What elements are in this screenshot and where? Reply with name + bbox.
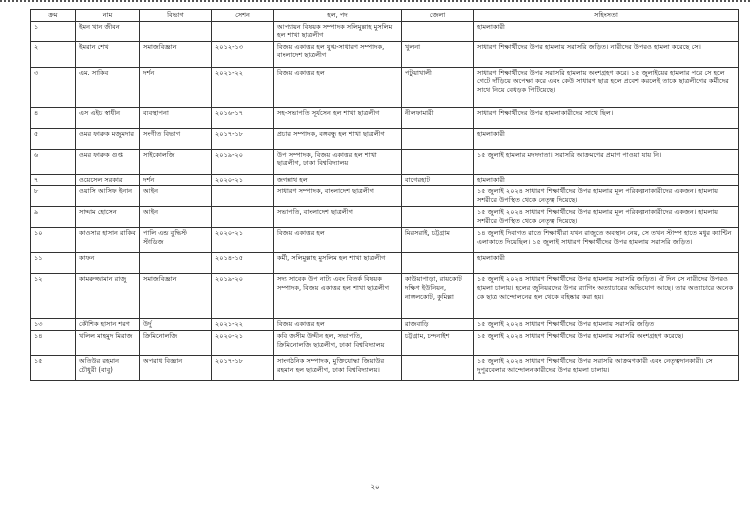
department-cell: আইন bbox=[140, 186, 212, 207]
session-cell: ২০১৯-২০ bbox=[212, 149, 274, 174]
name-cell: কৌশিক হাসান শরণ bbox=[76, 319, 140, 331]
serial-cell: ৩ bbox=[31, 67, 76, 107]
hall-position-cell: সভাপতি, বাংলাদেশ ছাত্রলীগ bbox=[274, 207, 402, 228]
district-cell bbox=[402, 186, 474, 207]
header-serial: ক্রম bbox=[31, 10, 76, 22]
district-cell bbox=[402, 149, 474, 174]
violence-cell: হামলাকারী bbox=[474, 174, 739, 186]
hall-position-cell: কবি জসীম উদ্দীন হল, সভাপতি, ক্রিমিনোলজি ছাত্রলীগ, ঢাকা বিশ্ববিদ্যালয় bbox=[274, 331, 402, 356]
name-cell: খলিল মাহমুদ মিরাজ bbox=[76, 331, 140, 356]
serial-cell: ১২ bbox=[31, 274, 76, 319]
table-row bbox=[31, 149, 739, 174]
violence-cell: হামলাকারী bbox=[474, 128, 739, 149]
department-cell: ব্যবস্থাপনা bbox=[140, 107, 212, 128]
serial-cell: ১৫ bbox=[31, 356, 76, 381]
table-row bbox=[31, 41, 739, 67]
session-cell: ২০২১-২২ bbox=[212, 67, 274, 107]
district-cell bbox=[402, 207, 474, 228]
accused-list-table bbox=[30, 9, 739, 381]
table-header-row bbox=[31, 10, 739, 22]
table-row bbox=[31, 274, 739, 319]
department-cell: সংগীত বিভাগ bbox=[140, 128, 212, 149]
department-cell: দর্শন bbox=[140, 67, 212, 107]
hall-position-cell: উপ সম্পাদক, বিজয় একাত্তর হল শাখা ছাত্রলীগ, ঢাকা বিশ্ববিদ্যালয় bbox=[274, 149, 402, 174]
name-cell: কাওসার হাসান রাকিব bbox=[76, 228, 140, 253]
hall-position-cell: সাধারণ সম্পাদক, বাংলাদেশ ছাত্রলীগ bbox=[274, 186, 402, 207]
hall-position-cell: বিজয় একাত্তর হল bbox=[274, 67, 402, 107]
violence-cell: ১৫ জুলাই ২০২৪ সাধারণ শিক্ষার্থীদের উপর হামলায় সরাসরি অংশগ্রহণ করেছে। bbox=[474, 331, 739, 356]
district-cell: রাজবাড়ি bbox=[402, 319, 474, 331]
header-violence: সহিংসতা bbox=[474, 10, 739, 22]
violence-cell: ১৫ জুলাই ২০২৪ সাধারণ শিক্ষার্থীদের উপর হামলার মূল পরিকল্পনাকারীদের একজন। হামলায় সশরীরে উপস্থিত থেকে নেতৃত্ব দিয়েছে। bbox=[474, 207, 739, 228]
serial-cell: ৮ bbox=[31, 186, 76, 207]
hall-position-cell: বিজয় একাত্তর হল bbox=[274, 319, 402, 331]
name-cell: সাদ্দাম হোসেন bbox=[76, 207, 140, 228]
session-cell: ২০২০-২১ bbox=[212, 331, 274, 356]
top-dotted-rule bbox=[0, 0, 750, 6]
district-cell bbox=[402, 356, 474, 381]
violence-cell: ১৫ জুলাই ২০২৪ সাধারণ শিক্ষার্থীদের উপর হামলার মূল পরিকল্পনাকারীদের একজন। হামলায় সশরীরে উপস্থিত থেকে নেতৃত্ব দিয়েছে। bbox=[474, 186, 739, 207]
serial-cell: ১৪ bbox=[31, 331, 76, 356]
session-cell: ২০১২-১৩ bbox=[212, 41, 274, 67]
table-row bbox=[31, 319, 739, 331]
hall-position-cell: জগন্নাথ হল bbox=[274, 174, 402, 186]
violence-cell: সাধারণ শিক্ষার্থীদের উপর হামলায় সরাসরি জড়িত। নারীদের উপরও হামলা করেছে সে। bbox=[474, 41, 739, 67]
department-cell: আইন bbox=[140, 207, 212, 228]
session-cell: ২০২০-২১ bbox=[212, 174, 274, 186]
session-cell bbox=[212, 207, 274, 228]
violence-cell: সাধারণ শিক্ষার্থীদের উপর সরাসরি হামলায় অংশগ্রহণ করে। ১৫ জুলাইয়ের হামলার পরে সে হলে গেটে দাঁড়িয়ে অপেক্ষা করে এবং কেউ সাধারণ ছাত্র হলে প্রবেশ করলেই তাকে ছাত্রলীগের কর্মীদের সাথে নিয়ে বেধড়ক পিটিয়েছে। bbox=[474, 67, 739, 107]
serial-cell: ২ bbox=[31, 41, 76, 67]
name-cell: ওয়াসি আসিফ ইনান bbox=[76, 186, 140, 207]
name-cell: এম. সাকিব bbox=[76, 67, 140, 107]
serial-cell: ৭ bbox=[31, 174, 76, 186]
department-cell: অপরাধ বিজ্ঞান bbox=[140, 356, 212, 381]
serial-cell: ৪ bbox=[31, 107, 76, 128]
hall-position-cell: বিজয় একাত্তর হল bbox=[274, 228, 402, 253]
hall-position-cell: বিজয় একাত্তর হল যুগ্ম-সাধারণ সম্পাদক, বাংলাদেশ ছাত্রলীগ bbox=[274, 41, 402, 67]
table-row bbox=[31, 21, 739, 41]
district-cell: কাউয়াপাড়া, রায়কোট দক্ষিণ ইউনিয়ন, নাঙ্গলকোট, কুমিল্লা bbox=[402, 274, 474, 319]
header-session: সেশন bbox=[212, 10, 274, 22]
session-cell bbox=[212, 186, 274, 207]
violence-cell: ১৫ জুলাই ২০২৪ সাধারণ শিক্ষার্থীদের উপর হামলায় সরাসরি জড়িত। ঐ দিন সে নারীদের উপরও হামলা চালায়। হলের জুনিয়রদের উপর র‍্যাগিং অত্যাচারের অভিযোগ আছে। তার অত্যাচারে অনেক কে ছাত্র আন্দোলনের হল থেকে বহিষ্কার করা হয়। bbox=[474, 274, 739, 319]
serial-cell: ১৩ bbox=[31, 319, 76, 331]
violence-cell: ১৫ জুলাই ২০২৪ সাধারণ শিক্ষার্থীদের উপর সরাসরি আক্রমণকারী এবং নেতৃত্বদানকারী। সে দুপুরবেলার আন্দোলনকারীদের উপর হামলা চালায়। bbox=[474, 356, 739, 381]
serial-cell: ৫ bbox=[31, 128, 76, 149]
header-name: নাম bbox=[76, 10, 140, 22]
hall-position-cell: সদ্য সাবেক উপ নাট্য এবং বিতর্ক বিষয়ক সম্পাদক, বিজয় একাত্তর হল শাখা ছাত্রলীগ bbox=[274, 274, 402, 319]
district-cell bbox=[402, 128, 474, 149]
department-cell: পালি এন্ড বুদ্ধিস্ট স্টাডিজ bbox=[140, 228, 212, 253]
department-cell: সমাজবিজ্ঞান bbox=[140, 41, 212, 67]
violence-cell: ১৫ জুলাই ২০২৪ সাধারণ শিক্ষার্থীদের উপর হামলায় সরাসরি জড়িত bbox=[474, 319, 739, 331]
table-row bbox=[31, 228, 739, 253]
district-cell bbox=[402, 253, 474, 274]
table-row bbox=[31, 128, 739, 149]
district-cell: খুলনা bbox=[402, 41, 474, 67]
serial-cell: ১১ bbox=[31, 253, 76, 274]
name-cell: কাফন bbox=[76, 253, 140, 274]
session-cell: ২০১৭-১৮ bbox=[212, 356, 274, 381]
hall-position-cell: প্রচার সম্পাদক, বঙ্গবন্ধু হল শাখা ছাত্রলীগ bbox=[274, 128, 402, 149]
session-cell bbox=[212, 21, 274, 41]
district-cell: নীলফামারী bbox=[402, 107, 474, 128]
department-cell: ক্রিমিনোলজি bbox=[140, 331, 212, 356]
district-cell: মিরসরাই, চট্টগ্রাম bbox=[402, 228, 474, 253]
department-cell: সাইকোলজি bbox=[140, 149, 212, 174]
department-cell bbox=[140, 21, 212, 41]
session-cell: ২০২০-২১ bbox=[212, 228, 274, 253]
header-district: জেলা bbox=[402, 10, 474, 22]
name-cell: এস এইচ স্বাধীন bbox=[76, 107, 140, 128]
department-cell: দর্শন bbox=[140, 174, 212, 186]
department-cell: সমাজবিজ্ঞান bbox=[140, 274, 212, 319]
name-cell: ইমরান শেখ bbox=[76, 41, 140, 67]
name-cell: ওয়েসেল সরকার bbox=[76, 174, 140, 186]
serial-cell: ১ bbox=[31, 21, 76, 41]
table-row bbox=[31, 331, 739, 356]
session-cell: ২০১৯-২০ bbox=[212, 274, 274, 319]
header-department: বিভাগ bbox=[140, 10, 212, 22]
violence-cell: হামলাকারী bbox=[474, 21, 739, 41]
header-hall-position: হল, পদ bbox=[274, 10, 402, 22]
department-cell: উর্দু bbox=[140, 319, 212, 331]
district-cell: চট্টগ্রাম, চন্দনাইশ bbox=[402, 331, 474, 356]
table-row bbox=[31, 107, 739, 128]
district-cell bbox=[402, 21, 474, 41]
page-number: ২০ bbox=[370, 483, 380, 491]
table-row bbox=[31, 174, 739, 186]
session-cell: ২০১৬-১৭ bbox=[212, 107, 274, 128]
table-row bbox=[31, 356, 739, 381]
violence-cell: সাধারণ শিক্ষার্থীদের উপর হামলাকারীদের সাথে ছিল। bbox=[474, 107, 739, 128]
table-row bbox=[31, 186, 739, 207]
name-cell: ইমন খান জীবন bbox=[76, 21, 140, 41]
name-cell: ওমর ফারুক মজুমদার bbox=[76, 128, 140, 149]
session-cell: ২০১৪-১৫ bbox=[212, 253, 274, 274]
name-cell: অতিউর রহমান চৌধুরী (বাবু) bbox=[76, 356, 140, 381]
name-cell: ওমর ফারুক গুপ্ত bbox=[76, 149, 140, 174]
hall-position-cell: আপ্যায়ন বিষয়ক সম্পাদক সলিমুল্লাহ মুসলিম হল শাখা ছাত্রলীগ bbox=[274, 21, 402, 41]
district-cell: বাগেরহাট bbox=[402, 174, 474, 186]
violence-cell: হামলাকারী bbox=[474, 253, 739, 274]
hall-position-cell: সাংগঠনিক সম্পাদক, মুক্তিযোদ্ধা জিয়াউর রহমান হল ছাত্রলীগ, ঢাকা বিশ্ববিদ্যালয়। bbox=[274, 356, 402, 381]
session-cell: ২০২১-২২ bbox=[212, 319, 274, 331]
district-cell: পটুয়াখালী bbox=[402, 67, 474, 107]
table-row bbox=[31, 207, 739, 228]
hall-position-cell: সহ-সভাপতি সূর্যসেন হল শাখা ছাত্রলীগ bbox=[274, 107, 402, 128]
serial-cell: ১০ bbox=[31, 228, 76, 253]
session-cell: ২০১৭-১৮ bbox=[212, 128, 274, 149]
violence-cell: ১৪ জুলাই দিবাগত রাতে শিক্ষার্থীরা যখন রাজুতে অবস্থান নেয়, সে তখন স্টাম্প হাতে মধুর ক্যান্টিন এলাকাতে দিয়েছিল। ১৫ জুলাই সাধারণ শিক্ষার্থীদের উপর হামলায় সরাসরি জড়িত। bbox=[474, 228, 739, 253]
violence-cell: ১৫ জুলাই হামলার মদদদাতা। সরাসরি আক্রমণের প্রমাণ পাওয়া যায় নি। bbox=[474, 149, 739, 174]
hall-position-cell: কর্মী, সলিমুল্লাহ মুসলিম হল শাখা ছাত্রলীগ bbox=[274, 253, 402, 274]
table-row bbox=[31, 253, 739, 274]
name-cell: কামরুজ্জামান রাজু bbox=[76, 274, 140, 319]
department-cell bbox=[140, 253, 212, 274]
table-row bbox=[31, 67, 739, 107]
serial-cell: ৬ bbox=[31, 149, 76, 174]
serial-cell: ৯ bbox=[31, 207, 76, 228]
